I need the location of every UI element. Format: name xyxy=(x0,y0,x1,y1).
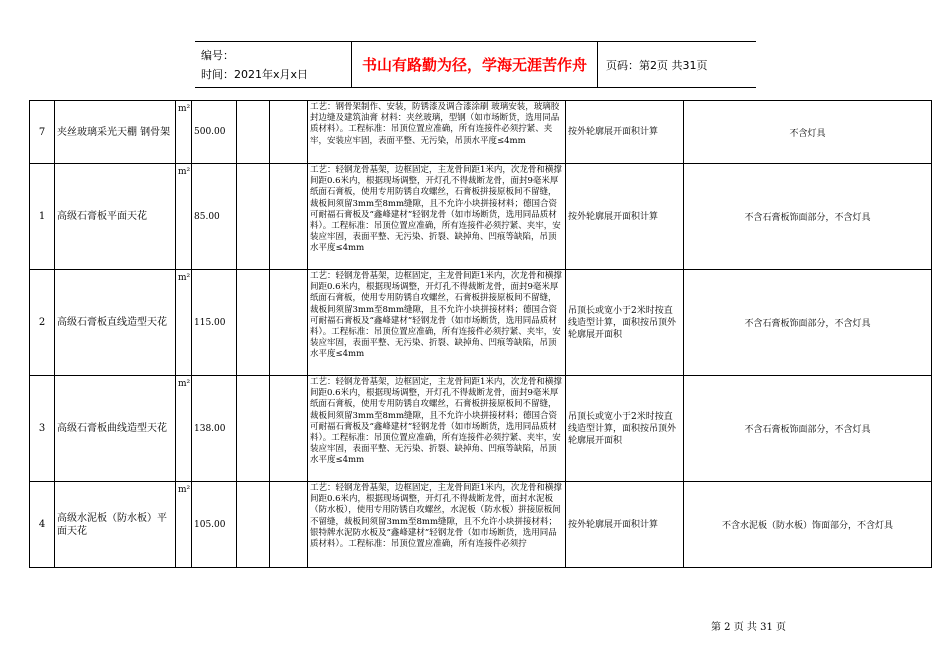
row-number: 2 xyxy=(30,270,55,376)
price-table xyxy=(29,100,932,568)
item-name: 夹丝玻璃采光天棚 钢骨架 xyxy=(55,101,176,164)
table-row xyxy=(30,482,932,568)
process-description: 工艺：轻钢龙骨基架，边框固定，主龙骨间距1米内，次龙骨和横撑间距0.6米内，根据现场调整，开灯孔不得裁断龙骨，面封9毫米厚纸面石膏板，使用专用防锈自攻螺丝，石膏板拼接原板间不留缝，裁板间须留3mm至8mm缝隙，且不允许小块拼接材料；德国合资可耐福石膏板及“鑫峰建材”轻钢龙骨（如市场断货，选用同品质材料）。工程标准：吊顶位置应准确，所有连接件必须拧紧、夹牢，安装应牢固，表面平整、无污染、折裂、缺掉角、凹痕等缺陷，吊顶水平度≤4mm xyxy=(308,164,566,270)
page-header xyxy=(195,41,756,88)
empty-cell xyxy=(237,376,270,482)
row-number: 1 xyxy=(30,164,55,270)
unit-price: 115.00 xyxy=(192,270,237,376)
header-info xyxy=(195,42,352,87)
empty-cell xyxy=(270,270,308,376)
item-name: 高级石膏板平面天花 xyxy=(55,164,176,270)
remark: 不含水泥板（防水板）饰面部分，不含灯具 xyxy=(684,482,932,568)
empty-cell xyxy=(237,270,270,376)
process-description: 工艺：钢骨架制作、安装，防锈漆及调合漆涂刷 玻璃安装，玻璃胶封边缝及建筑油膏 材料：夹丝玻璃，型钢（如市场断货，选用同品质材料）。工程标准：吊顶位置应准确，所有连接件必须拧紧、夹牢，安装应牢固，表面平整、无污染，吊顶水平度≤4mm xyxy=(308,101,566,164)
empty-cell xyxy=(270,376,308,482)
item-name: 高级石膏板直线造型天花 xyxy=(55,270,176,376)
unit: m² xyxy=(176,270,192,376)
process-description: 工艺：轻钢龙骨基架，边框固定，主龙骨间距1米内，次龙骨和横撑间距0.6米内，根据现场调整，开灯孔不得裁断龙骨，面封9毫米厚纸面石膏板，使用专用防锈自攻螺丝，石膏板拼接原板间不留缝，裁板间须留3mm至8mm缝隙，且不允许小块拼接材料；德国合资可耐福石膏板及“鑫峰建材”轻钢龙骨（如市场断货，选用同品质材料）。工程标准：吊顶位置应准确，所有连接件必须拧紧、夹牢，安装应牢固，表面平整、无污染、折裂、缺掉角、凹痕等缺陷，吊顶水平度≤4mm xyxy=(308,270,566,376)
calculation-rule: 按外轮廓展开面积计算 xyxy=(566,164,684,270)
empty-cell xyxy=(270,164,308,270)
process-description: 工艺：轻钢龙骨基架，边框固定，主龙骨间距1米内，次龙骨和横撑间距0.6米内，根据现场调整，开灯孔不得裁断龙骨，面封9毫米厚纸面石膏板，使用专用防锈自攻螺丝，石膏板拼接原板间不留缝，裁板间须留3mm至8mm缝隙，且不允许小块拼接材料；德国合资可耐福石膏板及“鑫峰建材”轻钢龙骨（如市场断货，选用同品质材料）。工程标准：吊顶位置应准确，所有连接件必须拧紧、夹牢，安装应牢固，表面平整、无污染、折裂、缺掉角、凹痕等缺陷，吊顶水平度≤4mm xyxy=(308,376,566,482)
unit: m² xyxy=(176,482,192,568)
empty-cell xyxy=(237,482,270,568)
row-number: 4 xyxy=(30,482,55,568)
remark: 不含灯具 xyxy=(684,101,932,164)
process-description: 工艺：轻钢龙骨基架，边框固定，主龙骨间距1米内，次龙骨和横撑间距0.6米内，根据现场调整，开灯孔不得裁断龙骨，面封水泥板（防水板），使用专用防锈自攻螺丝，水泥板（防水板）拼接原板间不留缝，裁板间须留3mm至8mm缝隙，且不允许小块拼接材料；银特牌水泥防水板及“鑫峰建材”轻钢龙骨（如市场断货，选用同品质材料）。工程标准：吊顶位置应准确，所有连接件必须拧 xyxy=(308,482,566,568)
header-page-code: 页码：第2页 共31页 xyxy=(606,58,708,72)
table-row xyxy=(30,164,932,270)
table-row xyxy=(30,376,932,482)
item-name: 高级水泥板（防水板）平面天花 xyxy=(55,482,176,568)
calculation-rule: 吊顶长或宽小于2米时按直线造型计算，面积按吊顶外轮廓展开面积 xyxy=(566,376,684,482)
unit: m² xyxy=(176,101,192,164)
header-motto: 书山有路勤为径，学海无涯苦作舟 xyxy=(352,42,598,87)
remark: 不含石膏板饰面部分，不含灯具 xyxy=(684,164,932,270)
row-number: 3 xyxy=(30,376,55,482)
empty-cell xyxy=(270,101,308,164)
unit: m² xyxy=(176,376,192,482)
unit-price: 138.00 xyxy=(192,376,237,482)
unit: m² xyxy=(176,164,192,270)
header-number-label: 编号： xyxy=(201,49,234,62)
empty-cell xyxy=(237,164,270,270)
remark: 不含石膏板饰面部分，不含灯具 xyxy=(684,270,932,376)
calculation-rule: 按外轮廓展开面积计算 xyxy=(566,482,684,568)
table-row xyxy=(30,270,932,376)
unit-price: 85.00 xyxy=(192,164,237,270)
unit-price: 105.00 xyxy=(192,482,237,568)
table-row xyxy=(30,101,932,164)
calculation-rule: 按外轮廓展开面积计算 xyxy=(566,101,684,164)
row-number: 7 xyxy=(30,101,55,164)
empty-cell xyxy=(237,101,270,164)
calculation-rule: 吊顶长或宽小于2米时按直线造型计算，面积按吊顶外轮廓展开面积 xyxy=(566,270,684,376)
unit-price: 500.00 xyxy=(192,101,237,164)
item-name: 高级石膏板曲线造型天花 xyxy=(55,376,176,482)
page-footer: 第 2 页 共 31 页 xyxy=(711,622,786,633)
remark: 不含石膏板饰面部分，不含灯具 xyxy=(684,376,932,482)
header-time-label: 时间：2021年x月x日 xyxy=(201,68,309,81)
empty-cell xyxy=(270,482,308,568)
